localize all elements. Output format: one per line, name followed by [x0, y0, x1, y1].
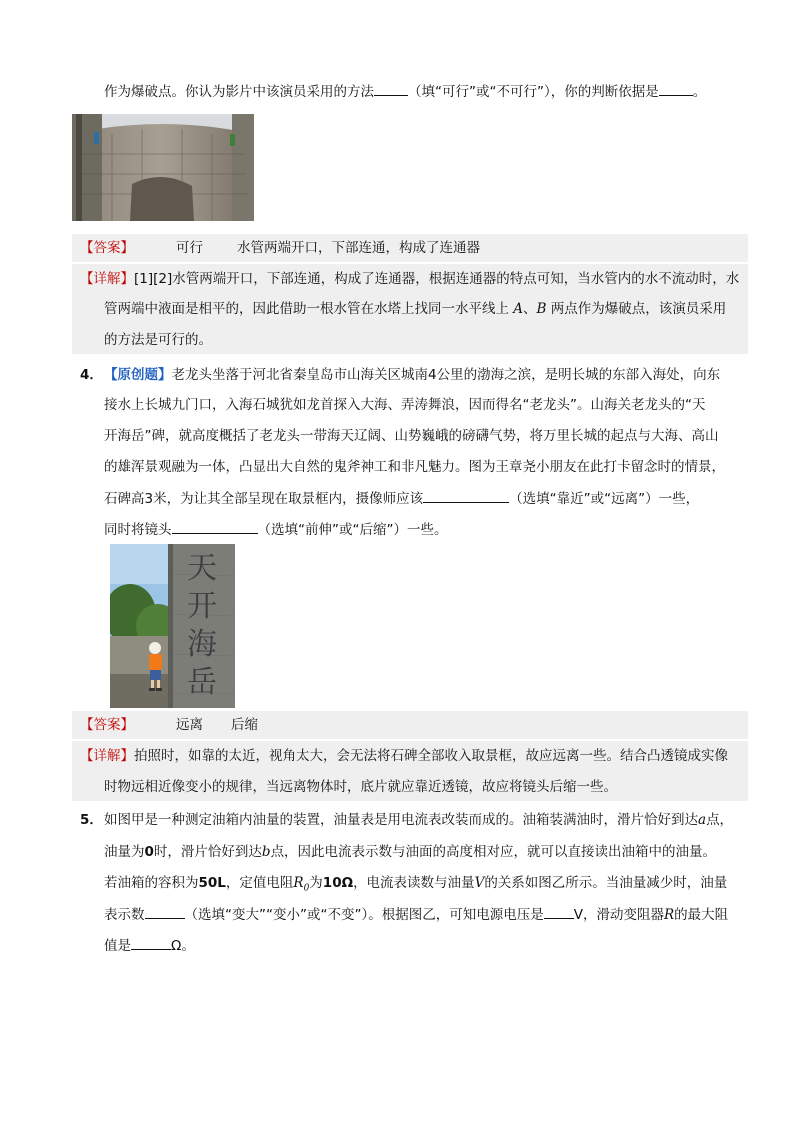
answer-blank[interactable] [145, 904, 185, 919]
stele-char: 岳 [187, 665, 217, 700]
stele-char: 开 [187, 589, 217, 624]
answer-blank[interactable] [659, 81, 693, 96]
q5-line3: 若油箱的容积为50L，定值电阻$R_0$为10Ω，电流表读数与油量V的关系如图乙所示。当油量减少时，油量 [104, 875, 728, 894]
q4-line2: 接水上长城九门口，入海石城犹如龙首探入大海、弄涛舞浪，因而得名“老龙头”。山海关老龙头的“天 [104, 397, 706, 413]
q4-line1: 【原创题】老龙头坐落于河北省秦皇岛市山海关区城南4公里的渤海之滨，是明长城的东部入海处，向东 [104, 367, 721, 383]
q4-detail-line1: 【详解】拍照时，如靠的太近，视角太大，会无法将石碑全部收入取景框，故应远离一些。结合凸透镜成实像 [80, 748, 728, 764]
q5-line4: 表示数 （选填“变大”“变小”或“不变”）。根据图乙，可知电源电压是 V，滑动变阻器R的最大阻 [104, 904, 728, 925]
stele-photo [110, 544, 235, 708]
q4-detail-line2: 时物远相近像变小的规律，当远离物体时，底片就应靠近透镜，故应将镜头后缩一些。 [104, 779, 617, 795]
q5-line1: 如图甲是一种测定油箱内油量的装置，油量表是用电流表改装而成的。油箱装满油时，滑片恰好到达a点， [104, 812, 734, 828]
q3-detail-line2: 管两端中液面是相平的，因此借助一根水管在水塔上找同一水平线上 A、B 两点作为爆破点，该演员采用 [104, 301, 727, 317]
q4-number: 4． [80, 367, 103, 383]
q5-line5: 值是 Ω。 [104, 935, 195, 956]
q3-detail-line1: 【详解】[1][2]水管两端开口，下部连通，构成了连通器，根据连通器的特点可知，当水管内的水不流动时，水 [80, 271, 740, 287]
q3-question-line: 作为爆破点。你认为影片中该演员采用的方法 （填“可行”或“不可行”），你的判断依据是 。 [104, 81, 706, 102]
answer-blank[interactable] [423, 488, 509, 503]
answer-blank[interactable] [172, 519, 258, 534]
stele-char: 海 [187, 627, 217, 662]
answer-blank[interactable] [374, 81, 408, 96]
answer-blank[interactable] [131, 935, 171, 950]
q4-line5: 石碑高3米，为让其全部呈现在取景框内，摄像师应该 （选填“靠近”或“远离”）一些， [104, 488, 699, 509]
q5-line2: 油量为0时，滑片恰好到达b点，因此电流表示数与油面的高度相对应，就可以直接读出油箱中的油量。 [104, 844, 717, 860]
q4-answer: 【答案】 远离 后缩 [80, 717, 258, 733]
q4-line6: 同时将镜头 （选填“前伸”或“后缩”）一些。 [104, 519, 447, 540]
stele-char: 天 [187, 551, 217, 586]
q3-detail-line3: 的方法是可行的。 [104, 332, 212, 348]
water-tower-photo [72, 114, 254, 221]
q4-line3: 开海岳”碑，就高度概括了老龙头一带海天辽阔、山势巍峨的磅礴气势，将万里长城的起点与大海、高山 [104, 428, 719, 444]
q3-answer: 【答案】 可行 水管两端开口，下部连通，构成了连通器 [80, 240, 480, 256]
q4-line4: 的雄浑景观融为一体，凸显出大自然的鬼斧神工和非凡魅力。图为王章尧小朋友在此打卡留念时的情景， [104, 459, 725, 475]
q5-number: 5． [80, 812, 103, 828]
answer-blank[interactable] [544, 904, 574, 919]
